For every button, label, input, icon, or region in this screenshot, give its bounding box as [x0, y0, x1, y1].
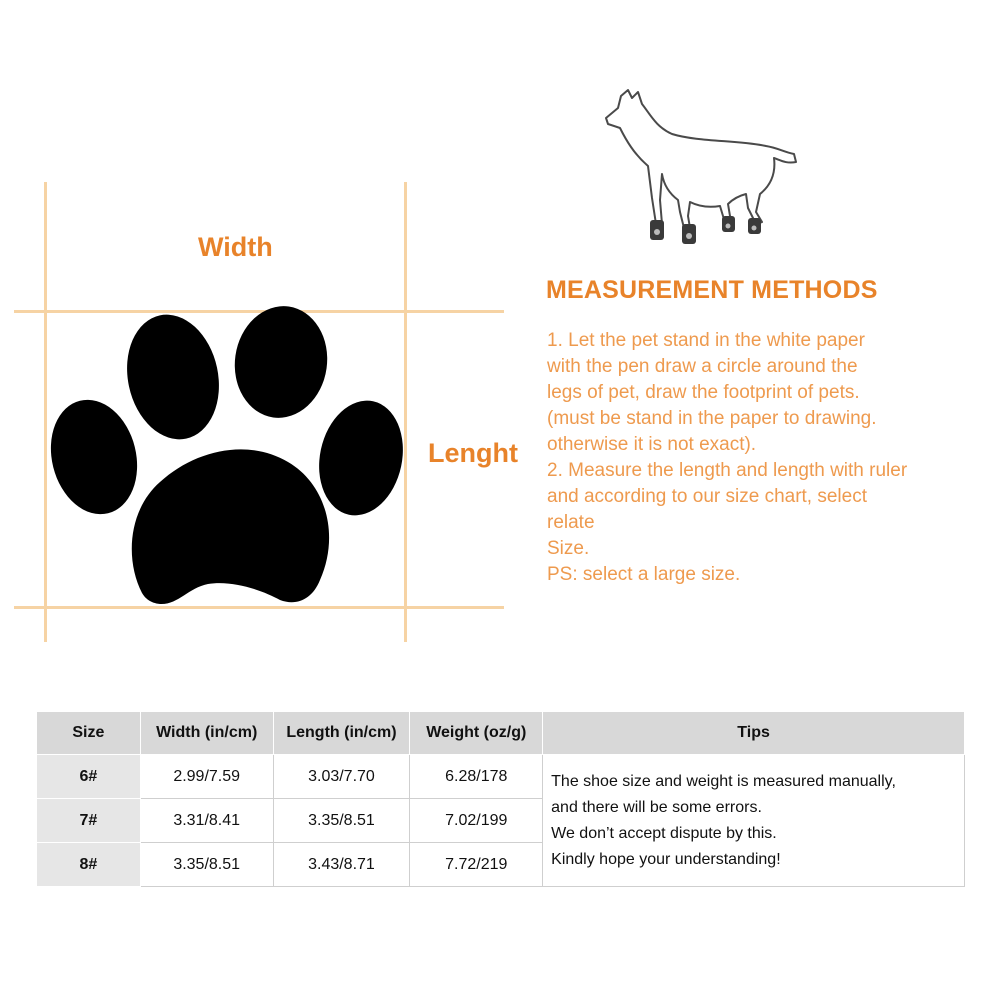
instruction-line: (must be stand in the paper to drawing.	[547, 408, 877, 429]
tips-cell	[543, 755, 965, 887]
measurement-methods-title: MEASUREMENT METHODS	[546, 276, 878, 304]
instruction-line: 1. Let the pet stand in the white paper	[547, 330, 865, 351]
dog-with-boots-icon	[598, 82, 803, 262]
tip-line: The shoe size and weight is measured manually,	[551, 772, 896, 790]
instruction-line: otherwise it is not exact).	[547, 434, 757, 455]
width-label: Width	[198, 232, 273, 262]
instruction-line: Size.	[547, 538, 590, 559]
width-value: 2.99/7.59	[140, 755, 273, 799]
tip-line: and there will be some errors.	[551, 798, 762, 816]
header-weight: Weight (oz/g)	[410, 712, 543, 755]
header-width: Width (in/cm)	[140, 712, 273, 755]
measurement-instructions	[547, 328, 987, 588]
tip-line: Kindly hope your understanding!	[551, 850, 781, 868]
weight-value: 7.02/199	[410, 799, 543, 843]
length-label: Lenght	[428, 438, 518, 468]
instruction-line: with the pen draw a circle around the	[547, 356, 858, 377]
header-tips: Tips	[543, 712, 965, 755]
length-value: 3.03/7.70	[273, 755, 410, 799]
tip-line: We don’t accept dispute by this.	[551, 824, 777, 842]
header-length: Length (in/cm)	[273, 712, 410, 755]
size-value: 8#	[37, 843, 141, 887]
instruction-line: PS: select a large size.	[547, 564, 741, 585]
table-header-row	[37, 712, 965, 755]
weight-value: 7.72/219	[410, 843, 543, 887]
size-value: 6#	[37, 755, 141, 799]
table-row	[37, 755, 965, 799]
size-value: 7#	[37, 799, 141, 843]
instruction-line: and according to our size chart, select	[547, 486, 868, 507]
header-size: Size	[37, 712, 141, 755]
width-value: 3.31/8.41	[140, 799, 273, 843]
instruction-line: relate	[547, 512, 595, 533]
length-value: 3.43/8.71	[273, 843, 410, 887]
paw-print-icon	[0, 0, 520, 660]
length-value: 3.35/8.51	[273, 799, 410, 843]
instruction-line: 2. Measure the length and length with ruler	[547, 460, 908, 481]
width-value: 3.35/8.51	[140, 843, 273, 887]
weight-value: 6.28/178	[410, 755, 543, 799]
instruction-line: legs of pet, draw the footprint of pets.	[547, 382, 860, 403]
size-chart-table	[36, 711, 965, 887]
